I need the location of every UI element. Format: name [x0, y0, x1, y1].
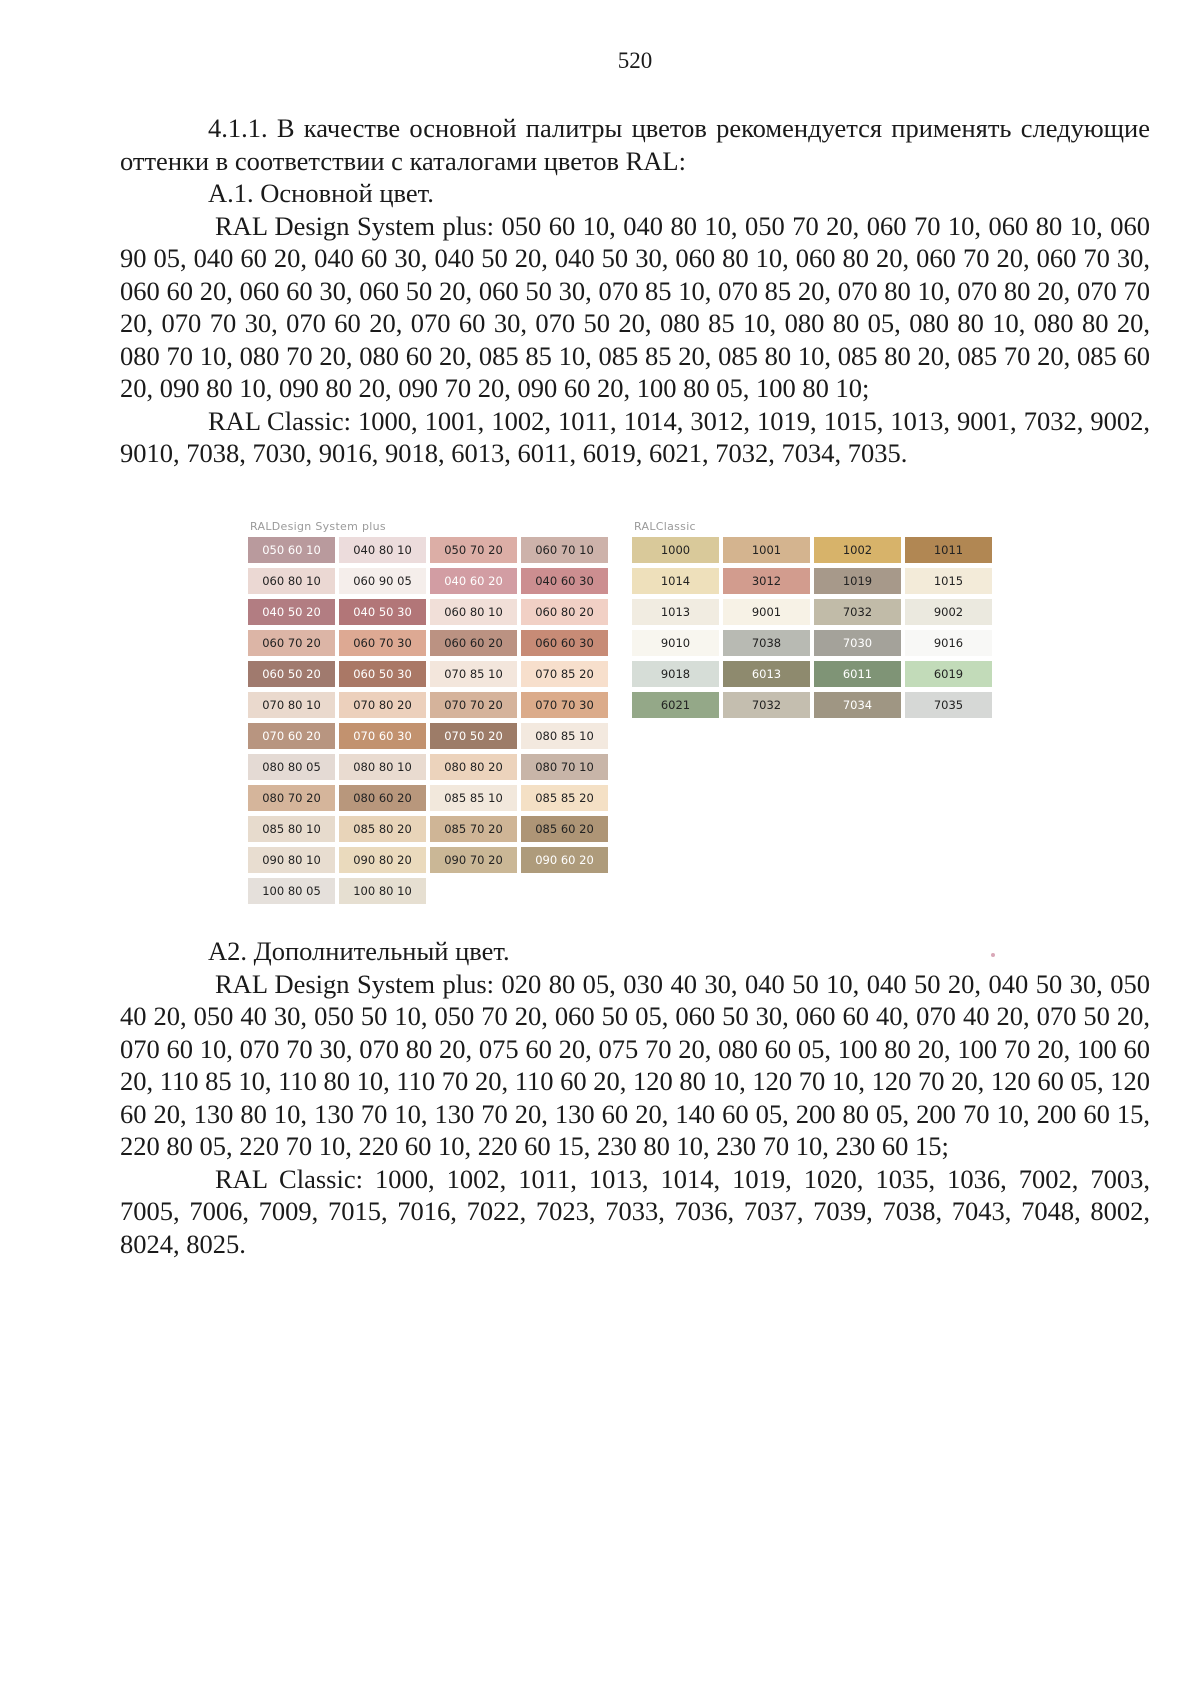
- color-swatch: 7038: [723, 630, 810, 656]
- page-number: 520: [617, 48, 653, 73]
- color-swatch: 085 85 10: [430, 785, 517, 811]
- color-swatch: 7035: [905, 692, 992, 718]
- color-swatch: 070 85 10: [430, 661, 517, 687]
- color-swatch: 085 80 10: [248, 816, 335, 842]
- color-swatch: 070 85 20: [521, 661, 608, 687]
- color-swatch: 060 50 30: [339, 661, 426, 687]
- color-swatch: 1013: [632, 599, 719, 625]
- color-swatch: 1000: [632, 537, 719, 563]
- color-swatch: 9018: [632, 661, 719, 687]
- color-swatch: 060 70 20: [248, 630, 335, 656]
- color-swatch: 085 80 20: [339, 816, 426, 842]
- color-swatch: 040 50 20: [248, 599, 335, 625]
- section-a2-design-system-list: RAL Design System plus: 020 80 05, 030 40 30, 040 50 10, 040 50 20, 040 50 30, 050 40 20, 050 40 30, 050 50 10, 050 70 20, 060 50 05, 060 50 30, 060 60 40, 070 40 20, 070 50 20, 070 60 10, 070 70 30, 070 80 20, 075 60 20, 075 70 20, 080 60 05, 100 80 20, 100 70 20, 100 60 20, 110 85 10, 110 80 10, 110 70 20, 110 60 20, 120 80 10, 120 70 10, 120 70 20, 120 60 05, 120 60 20, 130 80 10, 130 70 10, 130 70 20, 130 60 20, 140 60 05, 200 80 05, 200 70 10, 200 60 15, 220 80 05, 220 70 10, 220 60 10, 220 60 15, 230 80 10, 230 70 10, 230 60 15;: [120, 968, 1150, 1161]
- color-swatch: 080 60 20: [339, 785, 426, 811]
- color-swatch: 9016: [905, 630, 992, 656]
- color-swatch: 090 70 20: [430, 847, 517, 873]
- color-swatch: 060 90 05: [339, 568, 426, 594]
- color-swatch: 070 70 20: [430, 692, 517, 718]
- color-swatch: 1015: [905, 568, 992, 594]
- color-swatch: 6011: [814, 661, 901, 687]
- color-swatch: 050 60 10: [248, 537, 335, 563]
- intro-paragraph: 4.1.1. В качестве основной палитры цветов рекомендуется применять следующие оттенки в соответствии с каталогами цветов RAL:: [120, 113, 1150, 176]
- color-swatch: 1014: [632, 568, 719, 594]
- color-swatch: 085 60 20: [521, 816, 608, 842]
- color-swatch: 7032: [723, 692, 810, 718]
- color-swatch: 070 60 30: [339, 723, 426, 749]
- section-a2-heading: А2. Дополнительный цвет.: [208, 936, 510, 966]
- palette-design-title: RALDesign System plus: [250, 520, 386, 533]
- additional-color-section: [120, 935, 1150, 1260]
- main-color-section: [120, 112, 1150, 470]
- color-swatch: 060 80 20: [521, 599, 608, 625]
- color-swatch: 1001: [723, 537, 810, 563]
- color-swatch: 040 50 30: [339, 599, 426, 625]
- color-swatch: 085 85 20: [521, 785, 608, 811]
- color-swatch: 080 80 10: [339, 754, 426, 780]
- color-swatch: 070 60 20: [248, 723, 335, 749]
- color-swatch: 070 80 10: [248, 692, 335, 718]
- color-swatch: 6021: [632, 692, 719, 718]
- palette-classic-grid: [632, 537, 992, 718]
- color-swatch: 090 80 10: [248, 847, 335, 873]
- color-swatch: 3012: [723, 568, 810, 594]
- color-swatch: 050 70 20: [430, 537, 517, 563]
- color-swatch: 060 60 20: [430, 630, 517, 656]
- color-swatch: 090 80 20: [339, 847, 426, 873]
- color-swatch: 6019: [905, 661, 992, 687]
- color-swatch: 060 50 20: [248, 661, 335, 687]
- color-swatch: 7034: [814, 692, 901, 718]
- color-swatch: 080 70 10: [521, 754, 608, 780]
- color-swatch: 7030: [814, 630, 901, 656]
- color-swatch: 9010: [632, 630, 719, 656]
- color-swatch: 040 60 20: [430, 568, 517, 594]
- color-swatch: 070 50 20: [430, 723, 517, 749]
- color-swatch: 060 60 30: [521, 630, 608, 656]
- color-swatch: 080 70 20: [248, 785, 335, 811]
- color-swatch: 9001: [723, 599, 810, 625]
- color-swatch: 1019: [814, 568, 901, 594]
- color-swatch: 060 80 10: [430, 599, 517, 625]
- color-swatch: 080 85 10: [521, 723, 608, 749]
- color-swatch: 9002: [905, 599, 992, 625]
- section-a1-design-system-list: RAL Design System plus: 050 60 10, 040 80 10, 050 70 20, 060 70 10, 060 80 10, 060 90 05, 040 60 20, 040 60 30, 040 50 20, 040 50 30, 060 80 10, 060 80 20, 060 70 20, 060 70 30, 060 60 20, 060 60 30, 060 50 20, 060 50 30, 070 85 10, 070 85 20, 070 80 10, 070 80 20, 070 70 20, 070 70 30, 070 60 20, 070 60 30, 070 50 20, 080 85 10, 080 80 05, 080 80 10, 080 80 20, 080 70 10, 080 70 20, 080 60 20, 085 85 10, 085 85 20, 085 80 10, 085 80 20, 085 70 20, 085 60 20, 090 80 10, 090 80 20, 090 70 20, 090 60 20, 100 80 05, 100 80 10;: [120, 210, 1150, 403]
- color-swatch: 040 60 30: [521, 568, 608, 594]
- color-swatch: 1011: [905, 537, 992, 563]
- color-swatch: 080 80 20: [430, 754, 517, 780]
- section-a1-classic-list: RAL Classic: 1000, 1001, 1002, 1011, 1014, 3012, 1019, 1015, 1013, 9001, 7032, 9002, 9010, 7038, 7030, 9016, 9018, 6013, 6011, 6019, 6021, 7032, 7034, 7035.: [120, 405, 1150, 468]
- color-swatch: 085 70 20: [430, 816, 517, 842]
- section-a1-heading: А.1. Основной цвет.: [208, 178, 434, 208]
- color-swatch: 6013: [723, 661, 810, 687]
- color-swatch: 060 70 10: [521, 537, 608, 563]
- color-swatch: 070 80 20: [339, 692, 426, 718]
- color-swatch: 100 80 05: [248, 878, 335, 904]
- color-swatch: 7032: [814, 599, 901, 625]
- palette-classic-title: RALClassic: [634, 520, 696, 533]
- color-swatch: 060 80 10: [248, 568, 335, 594]
- color-swatch: 060 70 30: [339, 630, 426, 656]
- color-swatch: 1002: [814, 537, 901, 563]
- palette-design-grid: [248, 537, 608, 904]
- color-swatch: 090 60 20: [521, 847, 608, 873]
- color-swatch: 100 80 10: [339, 878, 426, 904]
- color-swatch: 070 70 30: [521, 692, 608, 718]
- color-swatch: 080 80 05: [248, 754, 335, 780]
- color-swatch: 040 80 10: [339, 537, 426, 563]
- section-a2-classic-list: RAL Classic: 1000, 1002, 1011, 1013, 1014, 1019, 1020, 1035, 1036, 7002, 7003, 7005, 7006, 7009, 7015, 7016, 7022, 7023, 7033, 7036, 7037, 7039, 7038, 7043, 7048, 8002, 8024, 8025.: [120, 1163, 1150, 1259]
